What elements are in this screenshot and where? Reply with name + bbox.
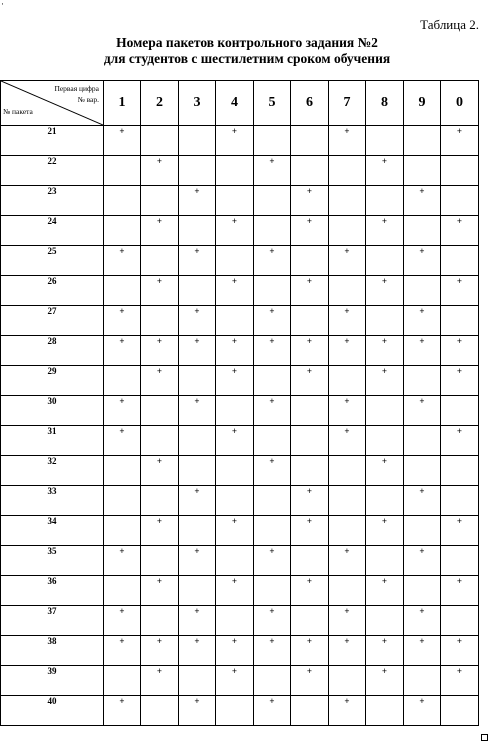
package-number-cell: 25: [1, 246, 104, 276]
mark-cell: +: [291, 636, 329, 666]
mark-cell: [441, 606, 479, 636]
mark-cell: [366, 126, 404, 156]
mark-cell: +: [216, 336, 254, 366]
mark-cell: +: [141, 576, 179, 606]
mark-cell: [104, 666, 141, 696]
mark-cell: +: [104, 636, 141, 666]
mark-cell: [179, 456, 216, 486]
mark-cell: [141, 306, 179, 336]
mark-cell: +: [104, 306, 141, 336]
mark-cell: +: [216, 516, 254, 546]
mark-cell: [366, 486, 404, 516]
mark-cell: [254, 486, 291, 516]
mark-cell: +: [216, 576, 254, 606]
mark-cell: +: [366, 366, 404, 396]
package-number-cell: 33: [1, 486, 104, 516]
package-number-cell: 34: [1, 516, 104, 546]
mark-cell: +: [329, 246, 366, 276]
mark-cell: +: [216, 666, 254, 696]
mark-cell: +: [404, 336, 441, 366]
mark-cell: +: [216, 216, 254, 246]
mark-cell: +: [179, 546, 216, 576]
mark-cell: +: [404, 246, 441, 276]
mark-cell: [141, 126, 179, 156]
mark-cell: +: [104, 396, 141, 426]
mark-cell: +: [404, 696, 441, 726]
mark-cell: [216, 546, 254, 576]
mark-cell: [216, 396, 254, 426]
mark-cell: +: [179, 246, 216, 276]
table-row: [1, 366, 479, 396]
table-row: [1, 276, 479, 306]
mark-cell: [404, 126, 441, 156]
mark-cell: [254, 516, 291, 546]
mark-cell: [141, 246, 179, 276]
mark-cell: +: [104, 336, 141, 366]
mark-cell: [441, 156, 479, 186]
table-subtitle: для студентов с шестилетним сроком обучения: [103, 51, 391, 66]
mark-cell: +: [216, 366, 254, 396]
package-number-cell: 36: [1, 576, 104, 606]
mark-cell: [291, 396, 329, 426]
table-row: [1, 456, 479, 486]
table-body: [1, 126, 479, 726]
mark-cell: +: [141, 216, 179, 246]
mark-cell: [441, 306, 479, 336]
package-number-cell: 27: [1, 306, 104, 336]
variant-header: 6: [291, 81, 329, 126]
mark-cell: +: [104, 246, 141, 276]
mark-cell: [141, 396, 179, 426]
mark-cell: [366, 246, 404, 276]
mark-cell: [254, 216, 291, 246]
mark-cell: +: [291, 486, 329, 516]
mark-cell: +: [179, 186, 216, 216]
mark-cell: [104, 366, 141, 396]
mark-cell: [141, 546, 179, 576]
mark-cell: [104, 186, 141, 216]
mark-cell: [441, 246, 479, 276]
mark-cell: +: [329, 426, 366, 456]
mark-cell: +: [104, 426, 141, 456]
package-number-cell: 23: [1, 186, 104, 216]
mark-cell: [179, 666, 216, 696]
table-row: [1, 186, 479, 216]
header-row: [1, 81, 479, 126]
package-number-cell: 28: [1, 336, 104, 366]
table-row: [1, 426, 479, 456]
mark-cell: [366, 426, 404, 456]
table-row: [1, 486, 479, 516]
mark-cell: +: [254, 696, 291, 726]
mark-cell: +: [141, 156, 179, 186]
mark-cell: [441, 456, 479, 486]
mark-cell: +: [441, 216, 479, 246]
table-row: [1, 246, 479, 276]
diagonal-header-cell: [1, 81, 104, 126]
mark-cell: +: [141, 666, 179, 696]
mark-cell: [179, 426, 216, 456]
mark-cell: [329, 276, 366, 306]
mark-cell: [404, 456, 441, 486]
mark-cell: [141, 606, 179, 636]
mark-cell: +: [179, 606, 216, 636]
mark-cell: +: [141, 456, 179, 486]
mark-cell: +: [104, 546, 141, 576]
mark-cell: +: [254, 546, 291, 576]
table-row: [1, 636, 479, 666]
mark-cell: [254, 576, 291, 606]
mark-cell: +: [254, 306, 291, 336]
package-number-label: № пакета: [3, 107, 33, 116]
package-number-cell: 26: [1, 276, 104, 306]
mark-cell: [441, 696, 479, 726]
mark-cell: +: [404, 486, 441, 516]
mark-cell: +: [366, 666, 404, 696]
mark-cell: +: [366, 636, 404, 666]
mark-cell: [441, 546, 479, 576]
package-number-cell: 31: [1, 426, 104, 456]
mark-cell: +: [329, 696, 366, 726]
package-number-cell: 24: [1, 216, 104, 246]
mark-cell: +: [404, 306, 441, 336]
mark-cell: [404, 516, 441, 546]
mark-cell: [254, 666, 291, 696]
table-row: [1, 336, 479, 366]
package-number-cell: 21: [1, 126, 104, 156]
mark-cell: +: [366, 216, 404, 246]
mark-cell: [329, 486, 366, 516]
mark-cell: +: [216, 426, 254, 456]
mark-cell: +: [329, 606, 366, 636]
mark-cell: +: [254, 156, 291, 186]
mark-cell: [179, 156, 216, 186]
mark-cell: [366, 606, 404, 636]
mark-cell: +: [179, 396, 216, 426]
mark-cell: +: [441, 576, 479, 606]
table-row: [1, 156, 479, 186]
table-row: [1, 666, 479, 696]
mark-cell: +: [291, 576, 329, 606]
mark-cell: +: [254, 246, 291, 276]
variant-header: 0: [441, 81, 479, 126]
mark-cell: [141, 486, 179, 516]
mark-cell: +: [254, 456, 291, 486]
mark-cell: +: [291, 216, 329, 246]
mark-cell: +: [179, 336, 216, 366]
mark-cell: [329, 156, 366, 186]
mark-cell: [141, 696, 179, 726]
table-row: [1, 696, 479, 726]
mark-cell: +: [366, 456, 404, 486]
mark-cell: [366, 396, 404, 426]
mark-cell: [216, 456, 254, 486]
package-number-cell: 37: [1, 606, 104, 636]
mark-cell: [179, 216, 216, 246]
mark-cell: +: [291, 336, 329, 366]
mark-cell: +: [441, 366, 479, 396]
mark-cell: +: [291, 276, 329, 306]
mark-cell: +: [291, 366, 329, 396]
mark-cell: [179, 516, 216, 546]
mark-cell: +: [441, 336, 479, 366]
mark-cell: +: [141, 336, 179, 366]
package-number-cell: 35: [1, 546, 104, 576]
mark-cell: [291, 306, 329, 336]
mark-cell: +: [366, 576, 404, 606]
mark-cell: [329, 366, 366, 396]
mark-cell: +: [366, 336, 404, 366]
mark-cell: [404, 216, 441, 246]
table-title: Номера пакетов контрольного задания №2: [116, 35, 378, 50]
mark-cell: +: [216, 276, 254, 306]
mark-cell: +: [404, 636, 441, 666]
mark-cell: [441, 396, 479, 426]
mark-cell: +: [104, 696, 141, 726]
package-number-cell: 40: [1, 696, 104, 726]
mark-cell: +: [441, 426, 479, 456]
table-row: [1, 396, 479, 426]
package-table: [0, 80, 479, 726]
mark-cell: [104, 516, 141, 546]
variant-number-label: № вар.: [77, 95, 99, 104]
table-row: [1, 216, 479, 246]
variant-header: 4: [216, 81, 254, 126]
mark-cell: +: [141, 276, 179, 306]
mark-cell: [216, 246, 254, 276]
mark-cell: +: [254, 606, 291, 636]
page-corner-handle: [481, 734, 488, 741]
mark-cell: [104, 216, 141, 246]
mark-cell: +: [104, 126, 141, 156]
package-number-cell: 39: [1, 666, 104, 696]
table-row: [1, 606, 479, 636]
mark-cell: [104, 486, 141, 516]
mark-cell: +: [291, 516, 329, 546]
mark-cell: +: [404, 546, 441, 576]
mark-cell: +: [254, 636, 291, 666]
mark-cell: [404, 276, 441, 306]
mark-cell: [404, 666, 441, 696]
mark-cell: [291, 126, 329, 156]
mark-cell: +: [441, 636, 479, 666]
mark-cell: +: [404, 396, 441, 426]
mark-cell: +: [179, 306, 216, 336]
mark-cell: [291, 456, 329, 486]
mark-cell: [404, 366, 441, 396]
table-number: Таблица 2.: [420, 17, 479, 32]
mark-cell: [329, 576, 366, 606]
mark-cell: [366, 306, 404, 336]
mark-cell: [254, 126, 291, 156]
mark-cell: [329, 666, 366, 696]
mark-cell: [291, 246, 329, 276]
mark-cell: [366, 696, 404, 726]
package-number-cell: 38: [1, 636, 104, 666]
mark-cell: [254, 426, 291, 456]
mark-cell: +: [366, 276, 404, 306]
mark-cell: [141, 186, 179, 216]
mark-cell: +: [441, 126, 479, 156]
mark-cell: [404, 156, 441, 186]
mark-cell: [179, 126, 216, 156]
mark-cell: [291, 426, 329, 456]
mark-cell: [104, 456, 141, 486]
mark-cell: +: [441, 516, 479, 546]
mark-cell: [179, 366, 216, 396]
table-row: [1, 546, 479, 576]
mark-cell: +: [216, 636, 254, 666]
variant-header: 3: [179, 81, 216, 126]
mark-cell: [366, 186, 404, 216]
mark-cell: [216, 606, 254, 636]
table-row: [1, 576, 479, 606]
mark-cell: [291, 606, 329, 636]
mark-cell: +: [329, 306, 366, 336]
mark-cell: [141, 426, 179, 456]
mark-cell: [179, 276, 216, 306]
mark-cell: +: [179, 696, 216, 726]
package-number-cell: 22: [1, 156, 104, 186]
mark-cell: +: [404, 606, 441, 636]
mark-cell: +: [329, 336, 366, 366]
mark-cell: +: [329, 126, 366, 156]
table-row: [1, 306, 479, 336]
mark-cell: [441, 486, 479, 516]
mark-cell: +: [441, 276, 479, 306]
mark-cell: +: [366, 156, 404, 186]
mark-cell: [216, 486, 254, 516]
first-digit-label: Первая цифра: [54, 84, 99, 93]
mark-cell: +: [141, 636, 179, 666]
mark-cell: [329, 516, 366, 546]
variant-header: 8: [366, 81, 404, 126]
mark-cell: [104, 156, 141, 186]
mark-cell: [254, 276, 291, 306]
package-number-cell: 30: [1, 396, 104, 426]
mark-cell: [216, 156, 254, 186]
mark-cell: +: [329, 636, 366, 666]
mark-cell: +: [291, 186, 329, 216]
mark-cell: [329, 456, 366, 486]
mark-cell: [291, 696, 329, 726]
mark-cell: +: [404, 186, 441, 216]
variant-header: 9: [404, 81, 441, 126]
mark-cell: [104, 276, 141, 306]
mark-cell: [254, 186, 291, 216]
variant-header: 1: [104, 81, 141, 126]
mark-cell: [254, 366, 291, 396]
mark-cell: +: [254, 336, 291, 366]
variant-header: 5: [254, 81, 291, 126]
mark-cell: [404, 426, 441, 456]
mark-cell: [366, 546, 404, 576]
mark-cell: [291, 156, 329, 186]
mark-cell: [291, 546, 329, 576]
mark-cell: [179, 576, 216, 606]
mark-cell: [329, 216, 366, 246]
package-number-cell: 32: [1, 456, 104, 486]
package-number-cell: 29: [1, 366, 104, 396]
variant-header: 7: [329, 81, 366, 126]
mark-cell: +: [329, 396, 366, 426]
table-row: [1, 516, 479, 546]
mark-cell: +: [179, 486, 216, 516]
variant-header: 2: [141, 81, 179, 126]
mark-cell: +: [254, 396, 291, 426]
mark-cell: +: [141, 516, 179, 546]
mark-cell: [441, 186, 479, 216]
mark-cell: +: [329, 546, 366, 576]
mark-cell: +: [179, 636, 216, 666]
mark-cell: +: [366, 516, 404, 546]
mark-cell: [104, 576, 141, 606]
mark-cell: [216, 186, 254, 216]
mark-cell: [216, 696, 254, 726]
table-row: [1, 126, 479, 156]
corner-mark: ·: [1, 0, 4, 9]
mark-cell: [404, 576, 441, 606]
mark-cell: [329, 186, 366, 216]
mark-cell: +: [104, 606, 141, 636]
mark-cell: +: [291, 666, 329, 696]
mark-cell: +: [216, 126, 254, 156]
mark-cell: +: [441, 666, 479, 696]
mark-cell: [216, 306, 254, 336]
mark-cell: +: [141, 366, 179, 396]
